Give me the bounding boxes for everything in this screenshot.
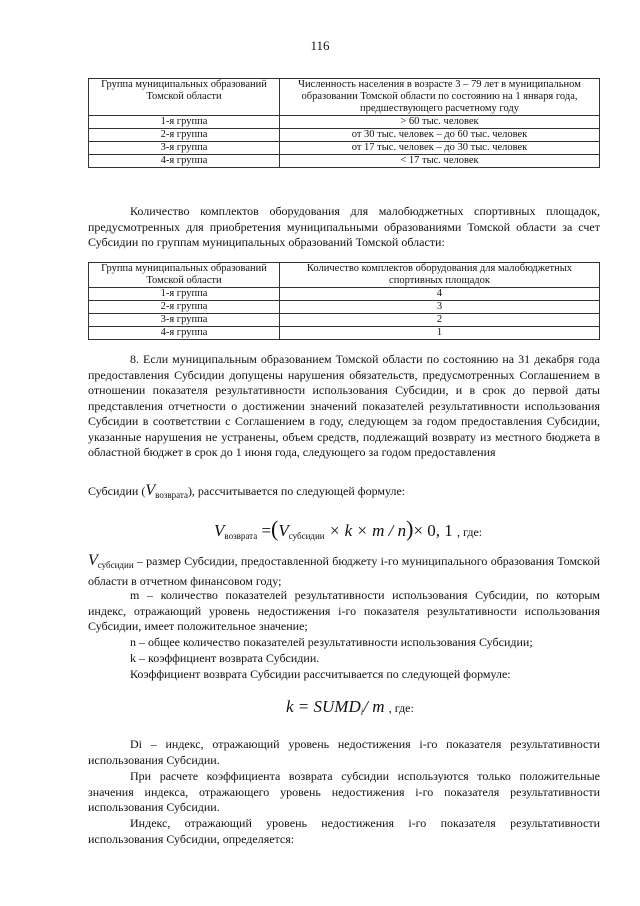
value-cell: от 30 тыс. человек – до 60 тыс. человек	[280, 129, 600, 142]
formula1-v-sub: субсидии	[288, 531, 325, 541]
formula1-tail: × 0, 1	[413, 521, 453, 540]
page-number: 116	[310, 38, 330, 53]
intro-paragraph: Количество комплектов оборудования для малобюджетных спортивных площадок, предусмотренных для приобретения муниципальными образованиями Томской области за счет Субсидии по группам муниципальных образований Томской области:	[88, 204, 600, 249]
header-equipment: Количество комплектов оборудования для малобюджетных спортивных площадок	[280, 263, 600, 288]
table-row	[89, 155, 600, 168]
table-row	[89, 327, 600, 340]
value-cell: < 17 тыс. человек	[280, 155, 600, 168]
table-row	[89, 116, 600, 129]
v-return-symbol	[145, 482, 188, 499]
def-v-subsidy	[88, 553, 600, 589]
formula2-tail: / m	[363, 697, 385, 716]
v-sub: субсидии	[97, 560, 134, 570]
k-calc-intro: Коэффициент возврата Субсидии рассчитывается по следующей формуле:	[130, 667, 511, 681]
def-m: m – количество показателей результативности использования Субсидии, по которым индекс, отражающий уровень недостижения i-го показателя результативности использования Субсидии, имеет положительное значение;	[88, 588, 600, 633]
formula1-lhs: V	[214, 521, 225, 540]
table-row	[89, 301, 600, 314]
formula1-v: V	[278, 521, 289, 540]
header-population: Численность населения в возрасте 3 – 79 лет в муниципальном образовании Томской области по состоянию на 1 января года, предшествующего расчетному году	[280, 79, 600, 116]
value-cell: от 17 тыс. человек – до 30 тыс. человек	[280, 142, 600, 155]
population-groups-table	[88, 78, 600, 168]
formula-k	[286, 697, 414, 717]
formula1-close-paren: )	[406, 516, 414, 541]
table-header-row	[89, 79, 600, 116]
def-k: k – коэффициент возврата Субсидии.	[130, 651, 320, 665]
v-subscript: возврата	[155, 490, 188, 500]
table-row	[89, 142, 600, 155]
value-cell: 2	[280, 314, 600, 327]
formula1-mid: × k × m / n	[328, 521, 407, 540]
value-cell: 1	[280, 327, 600, 340]
table-row	[89, 314, 600, 327]
value-cell: 4	[280, 288, 600, 301]
paragraph-8-end	[88, 483, 600, 504]
paragraph-8: 8. Если муниципальным образованием Томской области по состоянию на 31 декабря года предоставления Субсидии допущены нарушения обязательств, предусмотренных Соглашением в отношении показателя результативности использования Субсидии, и в срок до первой даты представления отчетности о достижении значений показателей результативности использования Субсидии в соответствии с Соглашением в году, следующем за годом предоставления Субсидии, указанные нарушения не устранены, объем средств, подлежащий возврату из местного бюджета в областной бюджет в срок до 1 июня года, следующего за годом предоставления	[88, 352, 600, 459]
equipment-sets-table	[88, 262, 600, 340]
formula1-suffix: , где:	[457, 525, 483, 539]
group-cell: 3-я группа	[89, 142, 280, 155]
v-symbol: V	[145, 482, 156, 499]
formula2-sub: i	[360, 707, 364, 717]
formula1-lhs-sub: возврата	[224, 531, 258, 541]
group-cell: 1-я группа	[89, 288, 280, 301]
formula2-suffix: , где:	[388, 701, 414, 715]
formula1-open-paren: (	[271, 516, 279, 541]
v-subsidy-symbol	[88, 552, 134, 569]
formula1-eq: =	[261, 521, 272, 540]
v-text: – размер Субсидии, предоставленной бюджету i-го муниципального образования Томской области в отчетном финансовом году;	[88, 554, 601, 588]
group-cell: 2-я группа	[89, 301, 280, 314]
positive-values-paragraph: При расчете коэффициента возврата субсидии используются только положительные значения индекса, отражающего уровень недостижения i-го показателя результативности использования Субсидии.	[88, 769, 600, 814]
di-definition: Di – индекс, отражающий уровень недостижения i-го показателя результативности использования Субсидии.	[88, 737, 600, 767]
table-header-row	[89, 263, 600, 288]
index-definition-paragraph: Индекс, отражающий уровень недостижения i-го показателя результативности использования Субсидии, определяется:	[88, 816, 600, 846]
group-cell: 1-я группа	[89, 116, 280, 129]
group-cell: 2-я группа	[89, 129, 280, 142]
group-cell: 4-я группа	[89, 155, 280, 168]
value-cell: 3	[280, 301, 600, 314]
table-row	[89, 129, 600, 142]
p8-before: Субсидии (	[88, 484, 146, 498]
formula2-expr: k = SUMD	[286, 697, 361, 716]
value-cell: > 60 тыс. человек	[280, 116, 600, 129]
formula-return	[214, 516, 482, 542]
def-n: n – общее количество показателей результативности использования Субсидии;	[130, 635, 533, 649]
header-group: Группа муниципальных образований Томской области	[89, 79, 280, 116]
table-row	[89, 288, 600, 301]
header-group: Группа муниципальных образований Томской области	[89, 263, 280, 288]
group-cell: 4-я группа	[89, 327, 280, 340]
group-cell: 3-я группа	[89, 314, 280, 327]
v-symbol: V	[88, 552, 98, 569]
p8-after: ), рассчитывается по следующей формуле:	[187, 484, 406, 498]
